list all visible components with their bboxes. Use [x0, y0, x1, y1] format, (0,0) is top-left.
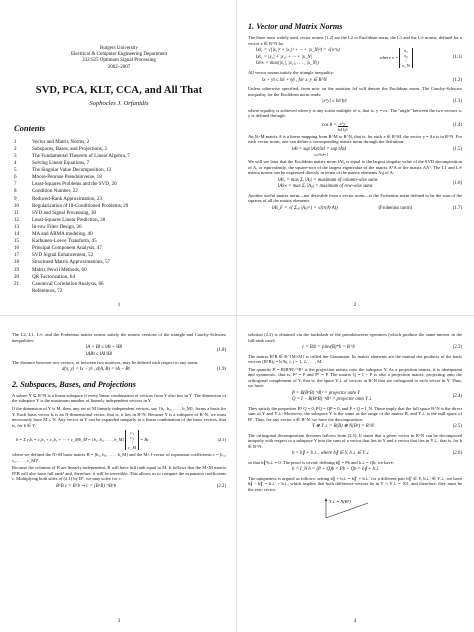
eq-ainf: ‖A‖∞ = max Σⱼ |Aᵢⱼ| = maximum of row-wise sums	[278, 184, 373, 190]
equation-2-4	[262, 391, 462, 404]
eq-number: (2.6)	[452, 451, 462, 457]
toc-entry	[14, 267, 234, 274]
vec-entry: x_N	[402, 63, 410, 69]
page-2	[240, 2, 470, 314]
toc-entry	[14, 203, 234, 210]
paragraph: The matrix BᵀB ∈ R^{M×M} is called the Grammian. Its matrix elements are the mutual dot products of the basis vectors (BᵀB)ᵢⱼ = bᵢᵀbⱼ, i, j = 1, 2, . . . , M.	[248, 353, 462, 365]
eq-number: (2.3)	[452, 345, 462, 351]
equation-2-2	[26, 484, 226, 490]
paragraph: An N×M matrix A is a linear mapping from R^M to R^N, that is, for each x ∈ R^M, the vector y = Ax is in R^N. For each vector norm, one can define a corresponding matrix norm through the definition:	[248, 133, 463, 145]
page-number: 3	[117, 619, 121, 624]
toc-entry	[14, 210, 234, 217]
equation-1-6	[262, 178, 462, 191]
column-vector	[399, 48, 413, 68]
eq-number: (2.4)	[452, 393, 462, 399]
page-gutter-vertical	[236, 0, 237, 632]
paragraph: The L2, L1, L∞, and the Frobenius matrix norms satisfy the matrix versions of the triangle and Cauchy-Schwarz inequalities:	[12, 332, 226, 343]
toc-text: Vector and Matrix Norms, 2	[32, 138, 90, 145]
toc-number: 16	[14, 245, 20, 252]
toc-number: 10	[14, 202, 20, 209]
toc-number: 17	[14, 252, 20, 259]
eq-number: (1.3)	[452, 99, 462, 105]
eq-number: (1.8)	[216, 348, 226, 354]
section-body	[12, 332, 226, 374]
toc-text: Structured Matrix Approximations, 57	[32, 259, 111, 266]
page-number: 1	[117, 303, 121, 308]
vec-entry: x₁	[404, 48, 408, 54]
eq-body: b = I_N b = (P + Q)b = Pb + Qb = b∥ + b⊥	[292, 467, 380, 473]
page-number: 2	[353, 303, 357, 308]
toc-number: 3	[14, 153, 17, 159]
vector-line	[326, 503, 368, 518]
equation-2-1	[16, 430, 226, 450]
equation-1-2	[262, 78, 462, 84]
toc-text: Moore-Penrose Pseudoinverse, 18	[32, 174, 102, 181]
contents-heading: Contents	[14, 122, 46, 133]
equation-1-9	[26, 367, 226, 373]
toc-entry	[14, 217, 234, 224]
equation-2-5	[262, 424, 462, 430]
eq-body: |xᵀy| ≤ ‖x‖ ‖y‖	[322, 99, 347, 105]
eq-subscript: x≠0 ‖x‖=1	[314, 153, 329, 158]
eq-number: (1.1)	[452, 55, 462, 61]
vec-entry: ⋮	[129, 440, 135, 446]
toc-text: MA and ARMA modeling, 40	[32, 231, 93, 238]
eq-end: = Bc	[140, 437, 149, 443]
equation-1-4	[262, 121, 462, 132]
years: 2002–2007	[107, 64, 131, 70]
paragraph: Because the columns of B are linearly independent, B will have full rank equal to M. It follows that the M×M matrix BᵀB will also have full rank¹ and, therefore, it will be invertible. This allows us to compute the expansion coefficients c. Multiplying both sides of (2.1) by Bᵀ, we may solve for c:	[12, 465, 226, 482]
fraction	[338, 121, 348, 132]
toc-entry	[14, 167, 234, 174]
toc-entry	[14, 153, 234, 160]
course: 332:525 Optimum Signal Processing	[82, 58, 156, 64]
eq-projP: P = B(BᵀB)⁻¹Bᵀ = projector onto Y	[292, 390, 360, 396]
figure-label: Y⊥ = N(Bᵀ)	[329, 499, 351, 505]
equation-1-3	[262, 99, 462, 105]
toc-text: Canonical Correlation Analysis, 66	[32, 280, 104, 287]
eq-lhs: cos θ =	[322, 122, 337, 128]
paragraph: Unless otherwise specified, from now on the notation ‖x‖ will denote the Euclidean norm. The Cauchy-Schwarz inequality for the Euclidean norm reads:	[248, 86, 462, 97]
paragraph: All vector norms satisfy the triangle inequality:	[248, 70, 335, 76]
eq-number: (1.7)	[452, 205, 462, 211]
toc-number: 8	[14, 188, 17, 195]
eq-norm1: ‖x‖₁ = |x₁| + |x₂| + ··· + |x_N|	[256, 54, 312, 60]
equation-1-1	[256, 48, 462, 68]
toc-text: SVD Signal Enhancement, 52	[32, 252, 94, 259]
vec-entry: c_M	[128, 445, 137, 451]
section-body	[248, 35, 462, 212]
toc-number: 14	[14, 231, 20, 238]
eq-a1: ‖A‖₁ = max Σᵢ |Aᵢⱼ| = maximum of column-wise sums	[278, 177, 378, 183]
section-heading: 1. Vector and Matrix Norms	[248, 22, 343, 31]
toc-text: Least-Squares Problems and the SVD, 20	[32, 181, 117, 188]
author: Sophocles J. Orfanidis	[89, 99, 149, 107]
toc-text: Subspaces, Bases, and Projections, 3	[32, 145, 107, 152]
eq-body: b = b∥ + b⊥ , where b∥ ∈ Y, b⊥ ∈ Y⊥	[292, 451, 370, 457]
page-gutter-horizontal	[0, 315, 474, 316]
arrow-head	[325, 498, 327, 501]
paragraph: solution (2.2) is obtained via the backslash or the pseudoinverse operators (which produce the same answer in the full-rank case):	[248, 332, 462, 343]
toc-entry	[14, 224, 234, 231]
toc-number: 5	[14, 167, 17, 174]
toc-text: Solving Linear Equations, 7	[32, 160, 90, 167]
toc-entry	[14, 174, 234, 181]
toc-number: 15	[14, 238, 20, 245]
numerator: xᵀy	[338, 121, 348, 127]
toc-number: 18	[14, 259, 20, 266]
eq-where: where x =	[379, 55, 398, 61]
toc-entry	[14, 160, 234, 167]
vec-entry: x₂	[404, 53, 408, 59]
toc-text: In-row Filter Design, 36	[32, 223, 82, 230]
toc-entry	[14, 139, 234, 146]
equation-1-5	[262, 147, 462, 157]
eq-number: (1.4)	[452, 122, 462, 128]
page-3	[4, 318, 234, 630]
equation-2-6	[262, 451, 462, 457]
toc-entry	[14, 259, 234, 266]
paragraph: The quantity P = B(BᵀB)⁻¹Bᵀ is the projection matrix onto the subspace Y. As a projection matrix, it is idempotent and symmetric, that is, P² = P and Pᵀ = P. The matrix Q = I − P is also a projection matrix, projecting onto the orthogonal complement of Y, that is, the space Y⊥ of vectors in R^N that are orthogonal to each vector in Y. Thus, we have:	[248, 366, 462, 389]
eq-label: (Frobenius norm)	[378, 205, 413, 211]
paragraph: The uniqueness is argued as follows: setting b∥ + b⊥ = b∥′ + b⊥′ for a different pair b∥′ ∈ Y, b⊥′ ∈ Y⊥, we have b∥ − b∥′ = b⊥′ − b⊥, which implies that both difference vectors lie in Y ∩ Y⊥ = {0}, and therefore, they must be the zero vector.	[248, 475, 462, 492]
toc-number: 20	[14, 273, 20, 280]
paragraph: The distance between two vectors, or between two matrices, may be defined with respect to any norm:	[12, 359, 199, 365]
eq-body: ‖x + y‖ ≤ ‖x‖ + ‖y‖ , for x, y ∈ R^N	[262, 77, 327, 83]
toc-text: Matrix Pencil Methods, 60	[32, 266, 87, 273]
page-number: 4	[353, 619, 357, 624]
toc-number: 4	[14, 160, 17, 167]
toc-number: 12	[14, 216, 20, 223]
paragraph: They satisfy the properties Bᵀ Q = 0, PQ = QP = 0, and P + Q = I_N. These imply that the full space R^N is the direct sum of Y and Y⊥. Moreover, the subspace Y is the same as the range of the matrix B, and Y⊥ is the null space of Bᵀ. Thus, for any vector x ∈ R^N, we have the decomposition:	[248, 405, 462, 422]
eq-number: (1.2)	[452, 77, 462, 83]
paragraph: A subset Y ⊆ R^N is a linear subspace if every linear combination of vectors from Y also lies in Y. The dimension of the subspace Y is the maximum number of linearly independent vectors in Y.	[12, 392, 226, 404]
eq-body: ‖A‖_F = √( Σᵢ,ⱼ |Aᵢⱼ|² ) = √(tr(AᵀA))	[272, 205, 338, 211]
toc-number: 2	[14, 145, 17, 152]
page-4	[240, 318, 470, 630]
page-1	[4, 2, 234, 314]
section-body	[248, 332, 462, 492]
vec-entry: ⋮	[403, 58, 409, 64]
section-heading: 2. Subspaces, Bases, and Projections	[12, 379, 136, 389]
toc-entry	[14, 245, 234, 252]
subspace-figure	[296, 497, 416, 519]
eq-body: BᵀB c = Bᵀb ⇒ c = (BᵀB)⁻¹Bᵀb	[56, 483, 117, 489]
eq-number: (2.1)	[217, 437, 226, 443]
toc-number: 21	[14, 280, 20, 287]
eq-body: ‖A‖ = sup ‖Ax‖/‖x‖ = sup ‖Ax‖	[292, 146, 347, 152]
vec-entry: c₂	[130, 435, 134, 441]
university: Rutgers University	[100, 46, 138, 51]
toc-entry: References, 72	[32, 287, 63, 294]
toc-text: Least-Squares Linear Prediction, 38	[32, 216, 106, 223]
toc-entry	[14, 188, 234, 195]
eq-number: (1.5)	[452, 146, 462, 152]
toc-entry	[14, 252, 234, 259]
eq-number: (1.6)	[452, 180, 462, 186]
toc-text: SVD and Signal Processing, 30	[32, 209, 97, 216]
eq-cs: ‖AB‖ ≤ ‖A‖ ‖B‖	[86, 351, 113, 357]
toc-text: The Singular Value Decomposition, 13	[32, 167, 112, 174]
toc-entry	[14, 238, 234, 245]
eq-projQ: Q = I − B(BᵀB)⁻¹Bᵀ = projector onto Y⊥	[292, 397, 373, 403]
toc-text: Regularization of Ill-Conditioned Problems, 29	[32, 202, 129, 209]
paragraph: If the dimension of Y is M, then, any set of M linearly independent vectors, say {b₁, b₂, . . . , b_M}, forms a basis for Y. Each basis vector bᵢ is an N-dimensional vector, that is, it lies in R^N. Because Y is a subspace of R^N, we must necessarily have M ≤ N. Any vector in Y can be expanded uniquely as a linear combination of the basis vectors, that is, for b ∈ Y:	[12, 405, 226, 428]
toc-text: The Fundamental Theorem of Linear Algebra, 7	[32, 153, 130, 159]
paragraph: The three most widely used vector norms [1,2] are the L2 or Euclidean norm, the L1 and the L∞ norms, defined for a vector x ∈ R^N by:	[248, 35, 462, 46]
eq-body: Y ⊕ Y⊥ = R(B) ⊕ N(Bᵀ) = R^N	[312, 424, 375, 430]
eq-norm2: ‖x‖₂ = √(|x₁|² + |x₂|² + ··· + |x_N|²) = √(xᵀx)	[256, 48, 340, 54]
paragraph: so that b∥ᵀb⊥ = 0. The proof is trivial; defining b∥ = Pb and b⊥ = Qb, we have:	[248, 459, 394, 465]
eq-number: (2.5)	[452, 424, 462, 430]
paragraph: where equality is achieved when y is any scalar multiple of x, that is, y = cx. The "angle" between the two vectors x, y is defined through:	[248, 107, 462, 119]
toc-text: Karhunen-Loeve Transform, 45	[32, 238, 97, 245]
eq-tri: ‖A + B‖ ≤ ‖A‖ + ‖B‖	[86, 345, 123, 351]
eq-body: b = Σ cᵢbᵢ = c₁b₁ + c₂b₂ + ··· + c_Mb_M = [b₁, b₂, . . . , b_M]	[16, 437, 125, 443]
toc-text: QR Factorization, 64	[32, 273, 75, 280]
eq-body: d(x, y) = ‖x − y‖ , d(A, B) = ‖A − B‖	[62, 367, 130, 373]
toc-number: 13	[14, 223, 20, 230]
toc-entry	[14, 274, 234, 281]
toc-number: 11	[14, 209, 19, 216]
coefficient-vector	[125, 430, 139, 450]
eq-number: (2.2)	[216, 483, 226, 489]
toc-entry	[14, 146, 234, 153]
equation-2-3	[262, 345, 462, 351]
toc-text: Condition Number, 22	[32, 188, 78, 195]
equation-1-8	[26, 345, 226, 358]
toc-number: 9	[14, 195, 17, 202]
equation-proof	[262, 467, 462, 473]
toc-text: Reduced-Rank Approximation, 23	[32, 195, 103, 202]
toc-text: Principal Component Analysis, 47	[32, 245, 102, 252]
toc-number: 7	[14, 181, 17, 188]
toc-number: 1	[14, 138, 17, 145]
denominator: ‖x‖ ‖y‖	[337, 126, 348, 132]
eq-norminf: ‖x‖∞ = max(|x₁|, |x₂|, . . . , |x_N|)	[256, 61, 319, 67]
toc-entry	[14, 196, 234, 203]
title-block	[4, 46, 234, 71]
toc-entry	[14, 181, 234, 188]
paragraph: We will see later that the Euclidean matrix norm ‖A‖₂ is equal to the largest singular value of the SVD decomposition of A, or equivalently, the square-root of the largest eigenvalue of the matrix AᵀA or the matrix AAᵀ. The L1 and L∞ matrix norms can be expressed directly in terms of the matrix elements Aij of A:	[248, 159, 462, 176]
eq-number: (1.9)	[216, 367, 226, 373]
paragraph: The orthogonal decomposition theorem follows from (2.5). It states that a given vector in R^N can be decomposed uniquely with respect to a subspace Y into the sum of a vector that lies in Y and a vector that lies in Y⊥, that is, for b ∈ R^N:	[248, 432, 462, 449]
toc-number: 19	[14, 266, 20, 273]
table-of-contents	[14, 139, 234, 295]
vec-entry: c₁	[130, 430, 134, 436]
section-body	[12, 393, 226, 490]
equation-1-7	[262, 206, 462, 212]
paragraph: where we defined the N×M basis matrix B = [b₁, b₂, . . . , b_M] and the M×1 vector of expansion coefficients c = [c₁, c₂, . . . , c_M]ᵀ.	[12, 452, 226, 463]
toc-number: 6	[14, 174, 17, 181]
paragraph: Another useful matrix norm—not derivable from a vector norm—is the Frobenius norm defined to be the sum of the squares of all the matrix elements:	[248, 192, 462, 204]
toc-entry	[14, 281, 234, 288]
department: Electrical & Computer Engineering Department	[70, 52, 168, 58]
document-title: SVD, PCA, KLT, CCA, and All That	[35, 84, 203, 96]
eq-body: c = B\b = pinv(B)*b = B⁺b	[302, 345, 355, 351]
